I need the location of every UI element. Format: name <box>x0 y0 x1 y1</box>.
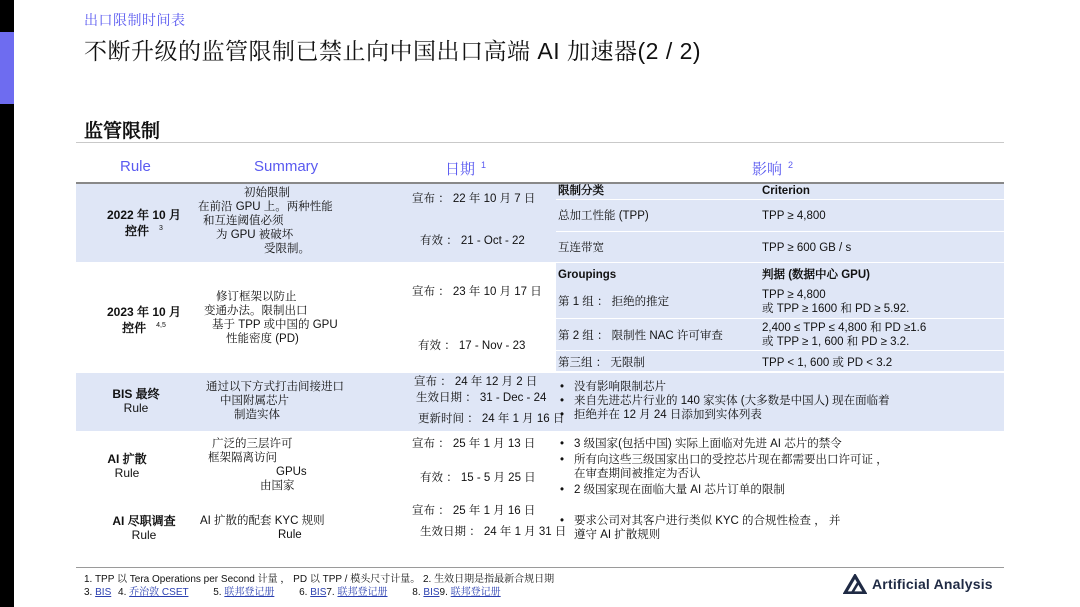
impact-item-label: 互连带宽 <box>558 242 604 254</box>
impact-divider <box>556 350 1004 351</box>
list-item: • 所有向这些三级国家出口的受控芯片现在都需要出口许可证 ， 在审查期间被推定为否认 <box>560 453 1004 481</box>
list-item: • 没有影响限制芯片 <box>560 380 1004 394</box>
footnote-link[interactable]: BIS <box>95 587 112 598</box>
brand <box>843 574 993 594</box>
column-header-impact: 影响 $^2$ <box>752 160 794 178</box>
date-effective: 生效日期 ： 24 年 1 月 31 日 <box>420 526 567 538</box>
impact-group-label: 第 1 组 ： 拒绝的推定 <box>558 296 670 308</box>
impact-item-label: 总加工性能 (TPP) <box>558 210 649 222</box>
footnote-link[interactable]: BIS <box>310 587 327 598</box>
date-announced: 宣布 ： 24 年 12 月 2 日 <box>414 376 538 388</box>
date-announced: 宣布 ： 25 年 1 月 13 日 <box>412 438 536 450</box>
list-item: • 2 级国家现在面临大量 AI 芯片订单的限制 <box>560 483 1004 497</box>
impact-group-criterion: TPP < 1, 600 或 PD < 3.2 <box>762 357 893 369</box>
footnote-line-2: 3. BIS 4. 乔治敦 CSET 5. 联邦登记册 6. BIS7. 联邦登记册 8. BIS9. 联邦登记册 <box>84 587 501 598</box>
impact-header-right: Criterion <box>762 185 810 197</box>
slide-title: 不断升级的监管限制已禁止向中国出口高端 AI 加速器(2 / 2) <box>84 38 702 64</box>
triangle-logo-icon <box>843 574 867 594</box>
rule-cell: 2022 年 10 月 控件 $^3$ <box>106 208 182 238</box>
summary-cell: 通过以下方式打击间接进口 中国附属芯片 制造实体 <box>206 381 344 421</box>
list-item: • 3 级国家(包括中国) 实际上面临对先进 AI 芯片的禁令 <box>560 437 1004 451</box>
footnote-link[interactable]: 联邦登记册 <box>224 587 275 598</box>
list-item: • 要求公司对其客户进行类似 KYC 的合规性检查 ， 并 遵守 AI 扩散规则 <box>560 514 1004 542</box>
impact-divider <box>556 318 1004 319</box>
impact-group-criterion: TPP ≥ 4,800 或 TPP ≥ 1600 和 PD ≥ 5.92. <box>762 289 910 315</box>
impact-divider <box>556 199 1004 200</box>
left-accent-bar <box>0 32 14 104</box>
date-effective: 有效 ： 15 - 5 月 25 日 <box>420 472 536 484</box>
brand-name: Artificial Analysis <box>872 576 993 592</box>
date-announced: 宣布 ： 22 年 10 月 7 日 <box>412 193 536 205</box>
list-item: • 来自先进芯片行业的 140 家实体 (大多数是中国人) 现在面临着 <box>560 394 1004 408</box>
summary-cell: 初始限制 在前沿 GPU 上。两种性能 和互连阈值必须 为 GPU 被破坏 受限制。 <box>198 187 333 255</box>
column-header-date: 日期 $^1$ <box>445 160 487 178</box>
impact-divider <box>556 231 1004 232</box>
date-effective: 有效 ： 21 - Oct - 22 <box>420 235 525 247</box>
footnote-link[interactable]: BIS <box>423 587 440 598</box>
column-header-rule: Rule <box>120 158 151 175</box>
impact-bullets <box>560 437 1004 497</box>
summary-cell: 广泛的三层许可 框架隔离访问 GPUs 由国家 <box>208 438 307 492</box>
impact-header-right: 判据 (数据中心 GPU) <box>762 269 870 281</box>
summary-cell: AI 扩散的配套 KYC 规则 Rule <box>200 515 325 541</box>
date-effective: 有效 ： 17 - Nov - 23 <box>418 340 526 352</box>
section-divider <box>76 142 1004 143</box>
date-effective: 生效日期 ： 31 - Dec - 24 <box>416 392 547 404</box>
footnote-link[interactable]: 乔治敦 CSET <box>129 587 189 598</box>
summary-cell: 修订框架以防止 变通办法。限制出口 基于 TPP 或中国的 GPU 性能密度 (PD) <box>204 291 338 345</box>
column-header-summary: Summary <box>254 158 319 175</box>
slide-kicker: 出口限制时间表 <box>84 12 186 28</box>
rule-cell: AI 尽职调查 Rule <box>112 514 176 542</box>
impact-bullets <box>560 514 1004 542</box>
date-announced: 宣布 ： 25 年 1 月 16 日 <box>412 505 536 517</box>
date-updated: 更新时间 ： 24 年 1 月 16 日 <box>418 413 565 425</box>
footnote-link[interactable]: 联邦登记册 <box>337 587 388 598</box>
impact-group-label: 第三组 ： 无限制 <box>558 357 645 369</box>
impact-header-left: Groupings <box>558 269 617 281</box>
footnote-line-1: 1. TPP 以 Tera Operations per Second 计量 ， PD 以 TPP / 模头尺寸计量。 2. 生效日期是指最新合规日期 <box>84 574 555 585</box>
impact-item-criterion: TPP ≥ 600 GB / s <box>762 242 852 254</box>
impact-group-label: 第 2 组 ： 限制性 NAC 许可审查 <box>558 330 723 342</box>
rule-cell: BIS 最终 Rule <box>112 387 160 415</box>
impact-group-criterion: 2,400 ≤ TPP ≤ 4,800 和 PD ≥1.6 或 TPP ≥ 1, 600 和 PD ≥ 3.2. <box>762 322 927 348</box>
rule-cell: 2023 年 10 月 控件 $^{4,5}$ <box>106 305 182 335</box>
footer-divider <box>76 567 1004 568</box>
rule-cell: AI 扩散 Rule <box>107 452 147 480</box>
footnote-link[interactable]: 联邦登记册 <box>450 587 501 598</box>
impact-header-left: 限制分类 <box>558 185 604 197</box>
list-item: • 拒绝并在 12 月 24 日添加到实体列表 <box>560 408 1004 422</box>
date-announced: 宣布 ： 23 年 10 月 17 日 <box>412 286 542 298</box>
impact-bullets <box>560 380 1004 422</box>
section-title: 监管限制 <box>84 121 161 142</box>
impact-item-criterion: TPP ≥ 4,800 <box>762 210 826 222</box>
